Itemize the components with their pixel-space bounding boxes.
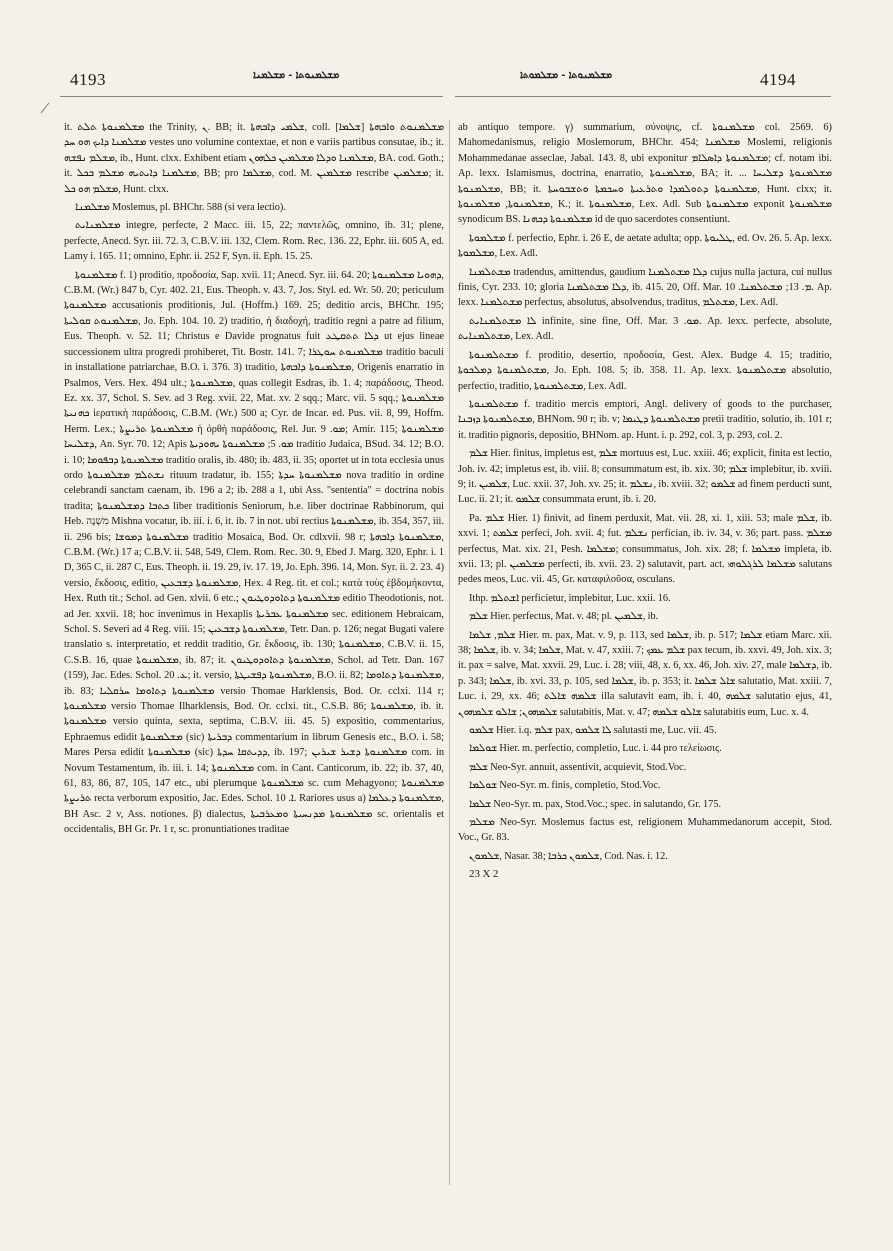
column-divider (449, 120, 450, 1185)
left-running-head: ܡܫܠܡܢܘܬܐ - ܡܫܠܡܢܐ (253, 70, 340, 81)
entry-paragraph: ܡܫܬܠܡܢܘܬܐ f. traditio mercis emptori, Angl. delivery of goods to the purchaser, ܡܫܬܠܡܢܘܬܐ ܕܙܒܢܐ, BHNom. 90 r; ib. v; ܡܫܬܠܡܢܘܬܐ ܕܛܝܡܐ pretii traditio, solutio, ib. 101 r; it. traditio pignoris, depositio, BHNom. ap. Hunt. i. p. 292, col. 3, p. 293, col. 2. (458, 398, 832, 441)
entry-paragraph: it. ܡܫܠܡܢܘܬܐ ܬܠܬ the Trinity, ܢ. BB; it. ܫܠܡܝ ܕܐܒܗܬܐ, coll. [ܫܠܡܐ] ܡܫܠܡܢܘܬ ܘܐܒܗܬܐ ܡܫܠܡܢܐ ܕܐܝܟ ܗܘ ܚܕ vestes uno volumine contextae, et non e variis partibus consutae, ib.; it. ܡܫܠܡ ܢܦܫܗ, ib., Hunt. clxx. Exhibent etiam ܡܫܠܡܢܐ ܘܕܠܐ ܡܫܠܡܝܢ ܟܠܗܘܢ, BA. cod. Goth.; it. ܡܫܠܡܢܐ ܕܐܝܬܝܗ ܡܫܠܡ ܒܟܠ, BB; pro ܡܫܠܡܐ, cod. M. ܡܫܠܡܝܢ rescribe ܡܫܠܡܝܢ; it. ܡܫܠܡ ܗܘ ܟܠ, Hunt. clxx. (64, 122, 444, 195)
entry-paragraph: ܫܘܠܡܐ Hier. m. perfectio, completio, Luc. i. 44 pro τελείωσις. (469, 743, 722, 755)
signature-mark: 23 X 2 (469, 868, 499, 881)
entry-paragraph: ܡܫܠܡܢܐܝܬ integre, perfecte, 2 Macc. iii. 15, 22; παντελῶς, omnino, ib. 31; plene, perfecte, Anecd. Syr. iii. 72. 3, C.B.V. iii. 132, Clem. Rom. Rec. 136. 22, Ephr. iii. 605 A, ed. Lamy i. 165. 11; omnino, Ephr. ii. 252 F, Syn. ii. Eph. 15. 25. (64, 220, 444, 263)
left-column (64, 120, 444, 841)
entry-paragraph: ܫܠܡ Hier. finitus, impletus est, ܫܠܡ mortuus est, Luc. xxiii. 46; explicit, finita est lectio, Joh. iv. 42; impletus est, ib. viii. 8; consummatum est, ib. xix. 30; ܫܠܡ implebitur, ib. xviii. 9; it. ܫܠܡܝܢ, Luc. xxii. 37, Joh. xv. 25; it. ܢܫܠܡ, ib. xviii. 32; ܫܠܡܘ ad finem perducti sunt, Luc. ii. 21; it. ܫܠܡܘ consummata erunt, ib. i. 20. (458, 448, 832, 506)
entry-paragraph: ܫܠܡ Hier. perfectus, Mat. v. 48; pl. ܫܠܡܝܢ, ib. (469, 611, 659, 623)
header-rule-right (455, 96, 831, 97)
entry-paragraph: ܫܘܠܡܐ Neo-Syr. m. finis, completio, Stod.Voc. (469, 780, 661, 792)
entry-paragraph: ܡܫܬܠܡܢܘܬܐ f. proditio, desertio, προδοσία, Gest. Alex. Budge 4. 15; traditio, ܡܫܬܠܡܢܘܬܐ ܕܡܠܟܘܬܐ, Jo. Eph. 108. 5; ib. 358. 11. Ap. lexx. ܡܫܬܠܡܢܘܬܐ absolutio, perfectio, traditio, ܡܫܬܠܡܢܘܬܐ, Lex. Adl. (458, 349, 832, 392)
entry-paragraph: ܡܫܠܡ Neo-Syr. Moslemus factus est, religionem Muhammedanorum accepit, Stod. Voc., Gr. 83. (458, 817, 832, 844)
entry-paragraph: ܡܫܠܡܢܐ Moslemus, pl. BHChr. 588 (si vera lectio). (75, 202, 286, 214)
left-page-number: 4193 (70, 70, 106, 89)
entry-paragraph: ܠܐ ܡܫܬܠܡܢܐܝܬ infinite, sine fine, Off. Mar. ܡܘ. 3. Ap. lexx. perfecte, absolute, ܡܫܬܠܡܢܐܝܬ, Lex. Adl. (458, 315, 832, 343)
header-rule-left (60, 96, 443, 97)
entry-paragraph: ܡܫܠܡܢܘܬܐ f. 1) proditio, προδοσία, Sap. xvii. 11; Anecd. Syr. iii. 64. 20; ܕܗܘܝܐ ܡܫܠܡܢܘܬܐ, C.B.M. (Wr.) 847 b, Cyr. 402. 21, Eus. Theoph. v. 43. 7, Jos. Styl. ed. Wr. 50. 20; periculum ܡܫܠܡܢܘܬܐ accusationis proditionis, Jul. (Hoffm.) 169. 25; deditio arcis, BHChr. 195; ܡܫܠܡܢܘܬ ܩܘܠܝܬܐ, Jo. Eph. 104. 10. 2) traditio, ἡ διαδοχή, traditio regni a patre ad filium, Eus. Theoph. v. 52. 11; Christus e Davide prognatus fuit ܕܠܐ ܬܬܩܛܥ ut ejus lineae successionem ultra progredi prohiberet, Tit. Bostr. 141. 7; ܡܫܠܡܢܘܬ ܚܘܛܪܐ traditio baculi in installatione patriarchae, B.O. i. 376. 3) traditio, ܡܫܠܡܢܘܬܐ ܕܐܒܗܬܐ, Origenis enarratio in Psalmos, Vers. Hex. 494 ult.; ܡܫܠܡܢܘܬܐ, quas collegit Esdras, ib. 1. 4; παράδοσις, Theod. Ez. xx. 37, Schol. S. Sev. ad 3 Reg. xvii. 22, Mat. xv. 2 sqq.; Marc. vii. 5 sqq.; ܡܫܠܡܢܘܬܐ ܟܗܢܝܬܐ ἱερατικὴ παράδοσις, C.B.M. (Wr.) 500 a; Cyr. de Incar. ed. Pus. vii. 8, 99, Hoffm. Herm. Lex.; ܡܫܠܡܢܘܬܐ ܬܪܝܨܬܐ ἡ ὀρθὴ παράδοσις, Rel. Jur. ܡܘ. 9; Amir. 115; ܡܫܠܡܢܘܬܐ ܕܫܠܝܚܐ, An. Syr. 70. 12; Apis ܡܘ. 5; ܡܫܠܡܢܘܬܐ ܝܗܘܕܝܬܐ traditio Judaica, BSud. 34. 12; B.O. i. 10; ܡܫܠܡܢܘܬܐ ܕܒܦܘܡܐ traditio oralis, ib. 480; ib. 483, ii. 35; oportet ut in tota ecclesia unus ordo ܢܫܬܠܡ ܡܫܠܡܢܘܬܐ rituum tradatur, ib. 155; ܡܫܠܡܢܘܬܐ ܚܕܬܐ nova traditio in ordine celebrandi sanctam caenam, ib. 196 a 2; ib. 288 a 1, ubi Ass. "sententia" = doctrina nobis tradita; ܟܬܒܐ ܕܡܫܠܡܢܘܬܐ liber traditionis Seniorum, h.e. liber doctrinae Rabbinorum, qui Heb. מִשְׁנָה Mishna vocatur, ib. iii. i. 6, it. ib. 7 in not. ubi rectius ܡܫܠܡܢܘܬܐ, ib. 354, 357, iii. ii. 296 bis; ܡܫܠܡܢܘܬܐ ܕܡܘܫܐ traditio Mosaica, Bod. Or. cdlxvii. 98 r; ܡܫܠܡܢܘܬܐ ܕܐܒܗܬܐ, C.B.M. (Wr.) 17 a; C.B.V. ii. 548, 549, Clem. Rom. Rec. 30. 9, Ebed J. Marg. 320, Ephr. i. 1 D, 365 C, ii. 287 C, Eus. Theoph. ii. 19. 29, iv. 17. 19, Jo. Eph. 396. 14, Mon. Syr. ii. 2. 23. 4) versio, ἔκδοσις, editio, ܡܫܠܡܢܘܬܐ ܕܫܒܥܝܢ, Hex. 4 Reg. tit. et col.; κατὰ τοὺς ἑβδομήκοντα, Hex. Ruth tit.; Schol. ad Gen. xlvii. 6 etc.; ܡܫܠܡܢܘܬܐ ܕܬܐܘܕܘܛܝܘܢ editio Theodotionis, not. ad Jer. xxvii. 18; hoc invenimus in Hexaplis ܡܫܠܡܢܘܬܐ ܥܒܪܝܬܐ sec. editionem Hebraicam, Schol. S. Severi ad 4 Reg. viii. 15; ܡܫܠܡܢܘܬܐ ܕܫܒܥܝܢ, Tetr. Dan. p. 126; negat Bugati valere translatio s. interpretatio, et reddit traditio, Gr. ἔκδοσις, ib. 130; ܡܫܠܡܢܘܬܐ, C.B.V. ii. 15, C.S.B. 16, quae ܡܫܠܡܢܘܬܐ, ib. 87; it. ܡܫܠܡܢܘܬܐ ܕܬܐܘܕܘܛܝܘܢ, Schol. ad Tetr. Dan. 167 (159), Jac. Edes. Schol. ܥ. 20; it. versio, ܡܫܠܡܢܘܬܐ ܕܦܫܝܛܬܐ, B.O. ii. 82; ܡܫܠܡܢܘܬܐ ܕܬܐܘܡܐ, ib. 83; ܡܫܠܡܢܘܬܐ ܕܬܐܘܡܐ ܚܪܩܠܝܐ versio Thomae Harklensis, Bod. Or. cclxi. 114 r; ܡܫܠܡܢܘܬܐ versio Thomae Ilharklensis, Bod. Or. cclxi. tit., C.S.B. 86; ܡܫܠܡܢܘܬܐ, ib. it. ܡܫܠܡܢܘܬܐ versio quinta, sexta, septima, C.B.V. iii. 45. 5) expositio, commentarius, Ephraemus edidit ܡܫܠܡܢܘܬܐ (sic) ܕܒܪܝܬܐ commentarium in librum Genesis etc., B.O. i. 58; Mares Persa edidit ܡܫܠܡܢܘܬܐ (sic) ܕܕܝܬܩܐ ܚܕܬܐ, ib. 197; ܡܫܠܡܢܘܬܐ ܕܫܝܪ ܫܝܪܝܢ com. in Novum Testamentum, ib. iii. i. 14; ܡܫܠܡܢܘܬܐ com. in Cant. Canticorum, ib. 22; ib. 37, 40, 61, 83, 86, 87, 105, 147 etc., ubi plerumque ܡܫܠܡܢܘܬܐ sc. cum Mehagyono; ܡܫܠܡܢܘܬܐ ܬܪܝܨܬܐ recta verborum expositio, Jac. Edes. Schol. ܐ. 10. Rariores usus a) ܡܫܠܡܢܘܬܐ ܕܥܠܡܐ, BH Asc. 2 v, Ass. notiones. β) dialectus, ܡܫܠܡܢܘܬܐ ܡܕܢܚܝܬܐ ܘܡܥܪܒܝܬܐ sc. orientalis et occidentalis, BH Gr. Pr. 1 r, sc. pronuntiationes traditae (64, 269, 445, 836)
right-running-head: ܡܫܠܡܢܘܬܐ - ܡܫܠܡܘܬܐ (520, 70, 613, 81)
right-column (458, 120, 832, 886)
entry-paragraph: ܫܠܡܐ Neo-Syr. m. pax, Stod.Voc.; spec. in salutando, Gr. 175. (469, 798, 722, 810)
entry-paragraph: ܫܠܡܘܢ, Nasar. 38; ܫܠܡܘܢ ܟܪܒܐ, Cod. Nas. i. 12. (469, 850, 668, 862)
entry-paragraph: ܫܠܡ, ܫܠܡܐ Hier. m. pax, Mat. v. 9, p. 113, sed ܫܠܡܐ, ib. p. 517; ܫܠܡܐ etiam Marc. xii. 38; ܫܠܡܐ, ib. v. 34; ܫܠܡܐ, Mat. v. 47, xxiii. 7; ܫܠܡ ܥܡܟ pax tecum, ib. xxvi. 49, Joh. xix. 3; it. pax = salve, Mat. xxvii. 29, Luc. i. 28; viii, 48, x. 6, xx. 46, Joh. xiv. 27, male ܕܫܠܡܐ, ib. p. 343; ܫܠܡܐ, ib. xvi. 33, p. 105, sed ܫܠܡܐ, ib. p. 353; it. ܫܐܠ ܫܠܡܐ salutatio, Mat. xxiii. 7, Luc. i. 29, xx. 46; ܫܠܡܗ ܫܐܠܬ illa salutavit eam, ib. i. 40, ܫܠܡܗ salutatio ejus, 41, ܫܠܡܗܘܢ; ܫܐܠܘ ܫܠܡܗܘܢ salutabitis, Mat. v. 47; ܫܐܠܘ ܫܠܡܗ salutabitis eum, Luc. x. 4. (458, 629, 833, 718)
right-page-number: 4194 (760, 70, 796, 89)
entry-paragraph: ܡܫܬܠܡܢܐ tradendus, amittendus, gaudium ܕܠܐ ܡܫܬܠܡܢܐ cujus nulla jactura, cui nullus finis, Cyr. 233. 10; gloria ܕܠܐ ܡܫܬܠܡܢܐ, ib. 415. 20, Off. Mar. ܡ. 13; ܡܫܬܠܡܢܐ. 10. Ap. lexx. ܡܫܬܠܡܢܐ perfectus, absolutus, absolvendus, traditus, ܡܫܬܠܡ, Lex. Adl. (458, 266, 833, 309)
page-header (0, 62, 893, 92)
entry-paragraph: ܡܫܠܡܘܬܐ f. perfectio, Ephr. i. 26 E, de aetate adulta; opp. ܛܠܝܘܬܐ, ed. Ov. 26. 5. Ap. lexx. ܡܫܠܡܘܬܐ, Lex. Adl. (458, 232, 832, 260)
entry-paragraph: ܫܠܡܘ Hier. i.q. ܫܠܡ pax, ܠܐ ܫܠܡܘ salutasti me, Luc. vii. 45. (469, 725, 717, 737)
entry-paragraph: ab antiquo tempore. γ) summarium, σύνοψις, cf. ܡܫܠܡܢܘܬܐ col. 2569. 6) Mahomedanismus, religio Moslemorum, BHChr. 454; ܡܫܠܡܢܐ Moslemi, religionis Mohammedanae asseclae, Jabal. 143. 8, ubi exponitur ܡܫܠܡܢܘܬܐ ܕܐܣܠܐܡ; cf. notam ibi. Ap. lexx. Islamismus, doctrina, enarratio, ܡܫܠܡܢܘܬܐ, BA; it. ܡܫܠܡܢܘܬܐ ܕܫܠܝܚܐ ... ܡܫܠܡܢܘܬܐ, BB; it. ܡܫܠܡܢܘܬܐ ܕܬܘܠܡܕܐ ܘܬܪܥܝܬܐ ܘܚܟܡܬܐ ܘܬܫܒܘܚܬܐ, Hunt. clxx; it. ܡܫܠܡܢܘܬܐ, ܡܫܠܡܢܘܬܐ, K.; it. ܡܫܠܡܢܘܬܐ, Lex. Adl. Sub ܡܫܠܡܢܘܬܐ exponit ܡܫܠܡܢܘܬܐ synodicum BS. ܡܫܠܡܢܘܬܐ ܕܟܗܢܐ id de quo sacerdotes consentiunt. (458, 122, 833, 226)
entry-paragraph: Ithp. ܐܫܬܠܡ perficietur, implebitur, Luc. xxii. 16. (469, 592, 671, 604)
entry-paragraph: Pa. ܫܠܡ Hier. 1) finivit, ad finem perduxit, Mat. vii. 28, xi. 1, xiii. 53; male ܫܠܡ, ib. xxvi. 1; ܫܠܡܬ perfeci, Joh. xvii. 4; fut. ܢܫܠܡ perfician, ib. iv. 34, v. 36; part. pass. ܡܫܠܡ perfectus, Mat. xix. 21, Pesh. ܡܫܠܡܐ; consummatus, Joh. xix. 28; f. ܡܫܠܡܐ impleta, ib. xvii. 13; pl. ܡܫܠܡܝܢ perfecti, ib. xvii. 23. 2) salutavit, part. act. ܡܫܠܡܐ ܠܪܓܠܘܗܝ salutans pedes meos, Luc. vii. 45, Gr. καταφιλοῦσα, osculans. (458, 512, 832, 586)
entry-paragraph: ܫܠܡ Neo-Syr. annuit, assentivit, acquievit, Stod.Voc. (469, 761, 687, 773)
margin-mark-icon (39, 102, 51, 114)
